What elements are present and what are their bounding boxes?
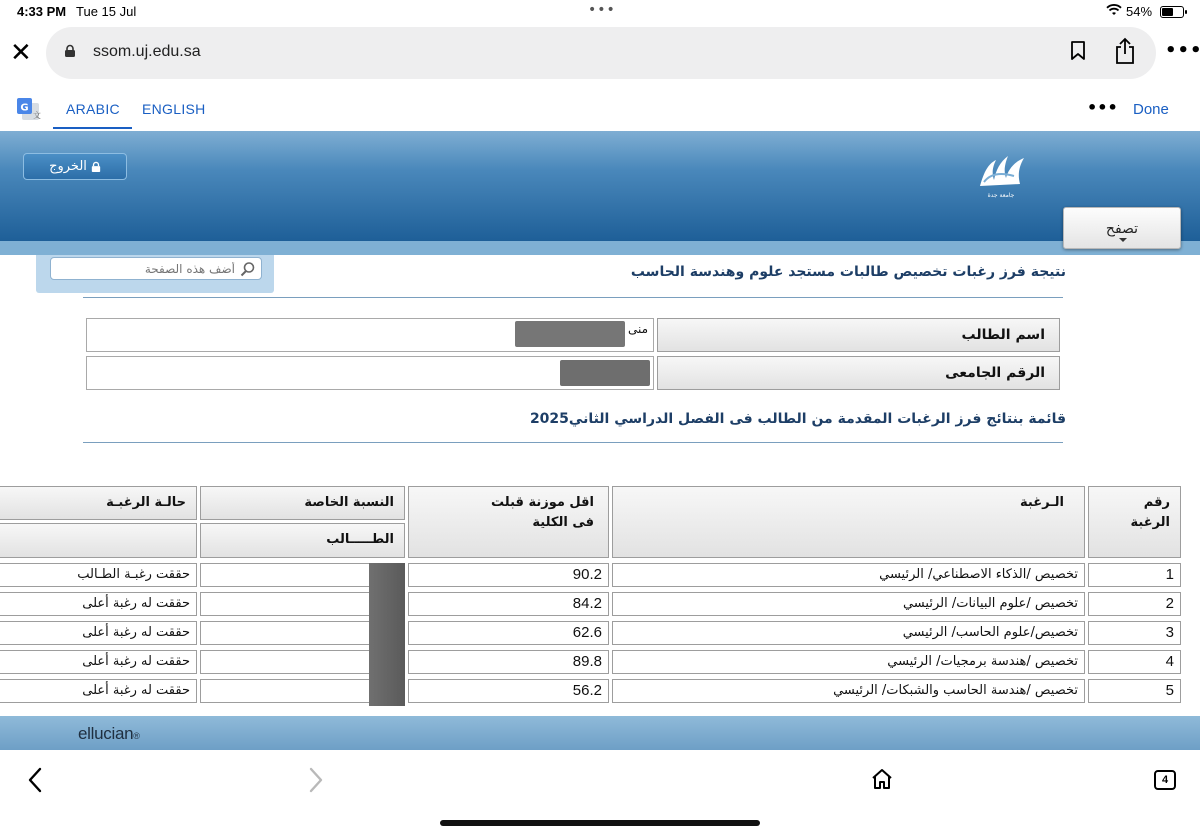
browse-label: تصفح — [1105, 221, 1139, 237]
cell-status: حققت رغبـة الطـالب — [0, 563, 197, 587]
cell-number: 3 — [1088, 621, 1181, 645]
redacted-percentages — [369, 563, 405, 706]
divider — [83, 297, 1063, 298]
page-title: نتيجة فرز رغبات تخصيص طالبات مستجد علوم وهندسة الحاسب — [630, 264, 1066, 280]
browse-dropdown-button[interactable] — [1063, 207, 1181, 249]
svg-text:文: 文 — [33, 111, 41, 120]
address-bar[interactable] — [46, 27, 1156, 79]
cell-preference: تخصيص/علوم الحاسب/ الرئيسي — [612, 621, 1085, 645]
svg-text:G: G — [20, 102, 29, 114]
cell-number: 5 — [1088, 679, 1181, 703]
cell-preference: تخصيص /الذكاء الاصطناعي/ الرئيسي — [612, 563, 1085, 587]
bookmark-icon[interactable] — [1070, 41, 1086, 61]
cell-status: حققت له رغبة أعلى — [0, 592, 197, 616]
ellucian-logo: ellucian® — [78, 724, 140, 743]
wifi-icon — [1106, 4, 1122, 19]
student-id-label: الرقم الجامعى — [657, 356, 1060, 390]
cell-status: حققت له رغبة أعلى — [0, 650, 197, 674]
cell-min-score: 90.2 — [408, 563, 609, 587]
tab-arabic[interactable]: ARABIC — [66, 101, 120, 117]
logout-label: الخروج — [49, 159, 87, 174]
cell-status: حققت له رغبة أعلى — [0, 679, 197, 703]
cell-status: حققت له رغبة أعلى — [0, 621, 197, 645]
redacted-name — [515, 321, 625, 347]
more-options-icon[interactable]: ••• — [1165, 40, 1203, 61]
header-strip — [0, 241, 1200, 255]
redacted-id — [560, 360, 650, 386]
status-bar — [0, 0, 1200, 24]
share-icon[interactable] — [1114, 37, 1136, 65]
battery-percent: 54% — [1126, 4, 1153, 19]
header-status: حالـة الرغبـة — [0, 486, 197, 520]
forward-icon[interactable] — [308, 767, 324, 793]
header-preference: الـرغبة — [612, 486, 1085, 558]
home-indicator[interactable] — [440, 820, 760, 826]
battery-icon — [1160, 6, 1184, 18]
header-status-sub — [0, 523, 197, 558]
chevron-down-icon — [1119, 238, 1127, 242]
footer — [0, 716, 1200, 750]
cell-preference: تخصيص /هندسة برمجيات/ الرئيسي — [612, 650, 1085, 674]
status-date: Tue 15 Jul — [76, 4, 137, 19]
student-name-label: اسم الطالب — [657, 318, 1060, 352]
header-student-percentage: النسبة الخاصة — [200, 486, 405, 520]
cell-min-score: 56.2 — [408, 679, 609, 703]
logo-text: جامعة جدة — [987, 192, 1015, 199]
cell-number: 1 — [1088, 563, 1181, 587]
lock-icon — [91, 162, 101, 172]
multitasking-dots-icon[interactable]: ••• — [588, 2, 616, 18]
google-translate-icon — [16, 97, 40, 121]
search-icon[interactable] — [240, 261, 256, 277]
active-tab-indicator — [53, 127, 132, 129]
header-preference-number: رقم الرغبة — [1088, 486, 1181, 558]
url-text: ssom.uj.edu.sa — [93, 43, 201, 60]
close-icon[interactable]: ✕ — [10, 38, 32, 68]
cell-preference: تخصيص /علوم البيانات/ الرئيسي — [612, 592, 1085, 616]
cell-min-score: 62.6 — [408, 621, 609, 645]
cell-min-score: 84.2 — [408, 592, 609, 616]
translate-more-icon[interactable]: ••• — [1087, 98, 1118, 117]
results-list-title: قائمة بنتائج فرز الرغبات المقدمة من الطالب فى الفصل الدراسي الثاني2025 — [529, 411, 1066, 427]
tab-english[interactable]: ENGLISH — [142, 101, 206, 117]
cell-preference: تخصيص /هندسة الحاسب والشبكات/ الرئيسي — [612, 679, 1085, 703]
divider — [83, 442, 1063, 443]
status-time: 4:33 PM — [17, 4, 67, 19]
tabs-button[interactable]: 4 — [1154, 770, 1176, 790]
student-name-partial: منى — [628, 322, 649, 336]
cell-min-score: 89.8 — [408, 650, 609, 674]
header-student: الطـــــالب — [200, 523, 405, 558]
cell-number: 4 — [1088, 650, 1181, 674]
header-min-score: اقل موزنة قبلت فى الكلية — [408, 486, 609, 558]
battery-level — [1162, 8, 1173, 16]
lock-icon — [64, 45, 76, 57]
back-icon[interactable] — [27, 767, 43, 793]
home-icon[interactable] — [870, 767, 894, 791]
done-button[interactable]: Done — [1133, 101, 1169, 118]
search-input[interactable] — [50, 257, 262, 280]
cell-number: 2 — [1088, 592, 1181, 616]
logout-button[interactable] — [23, 153, 127, 180]
university-logo[interactable] — [970, 150, 1032, 202]
